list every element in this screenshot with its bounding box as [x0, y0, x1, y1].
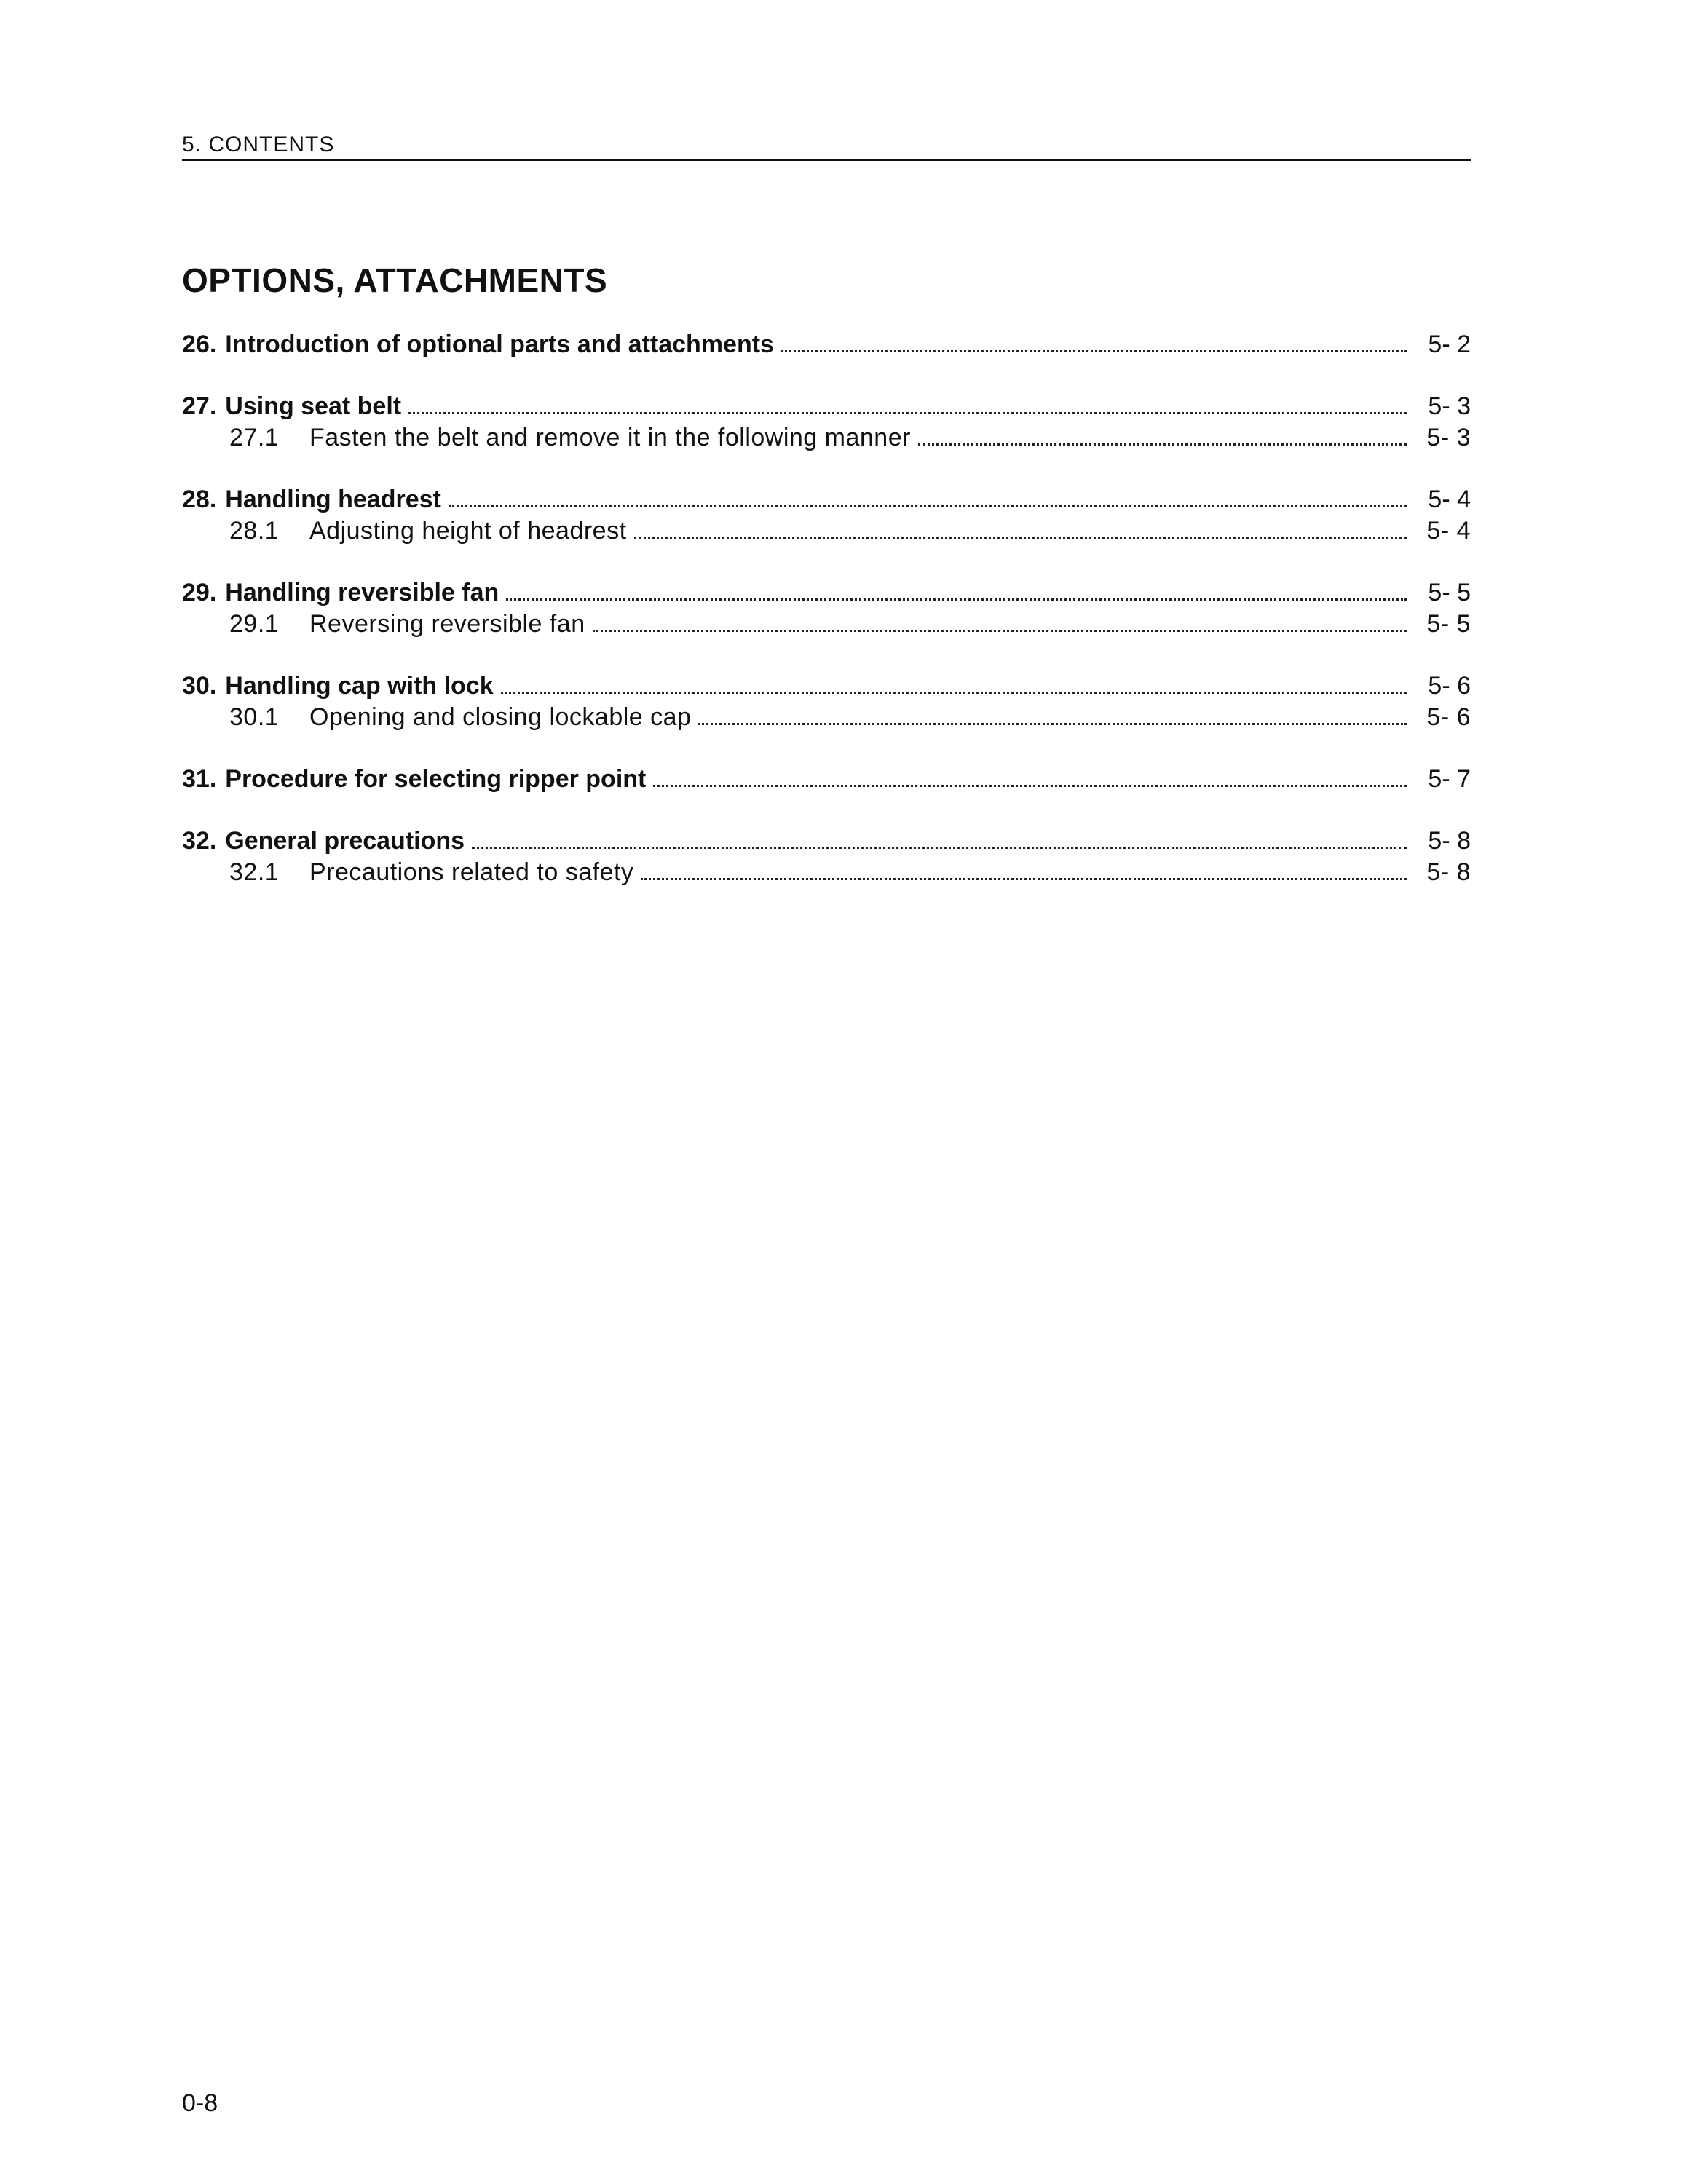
- table-of-contents: [182, 329, 1471, 919]
- section-title: OPTIONS, ATTACHMENTS: [182, 261, 608, 299]
- toc-entry-number: 31.: [182, 765, 217, 793]
- dot-leader: [501, 692, 1407, 694]
- toc-page-ref: 5- 6: [1428, 672, 1471, 700]
- toc-subentry-number: 27.1: [229, 424, 280, 451]
- toc-page-ref: 5- 7: [1428, 765, 1471, 793]
- toc-subentry-title: Reversing reversible fan: [309, 610, 585, 638]
- toc-entry-title: Procedure for selecting ripper point: [225, 765, 647, 793]
- toc-entry: [182, 826, 1471, 857]
- dot-leader: [593, 630, 1407, 632]
- dot-leader: [698, 723, 1407, 725]
- toc-page-ref: 5- 4: [1428, 486, 1471, 513]
- toc-page-ref: 5- 8: [1426, 858, 1471, 886]
- toc-subentry: [182, 702, 1471, 733]
- toc-subentry-number: 28.1: [229, 517, 280, 545]
- dot-leader: [653, 785, 1407, 787]
- toc-subentry-number: 32.1: [229, 858, 280, 886]
- toc-page-ref: 5- 6: [1426, 703, 1471, 731]
- toc-entry-number: 28.: [182, 486, 217, 513]
- toc-group: [182, 826, 1471, 888]
- toc-entry-title: Handling headrest: [225, 486, 441, 513]
- toc-entry: [182, 764, 1471, 795]
- dot-leader: [472, 847, 1407, 849]
- toc-entry: [182, 484, 1471, 515]
- toc-subentry-title: Adjusting height of headrest: [309, 517, 627, 545]
- toc-entry-title: Handling reversible fan: [225, 579, 499, 606]
- toc-entry-number: 26.: [182, 331, 217, 358]
- toc-group: [182, 391, 1471, 454]
- toc-entry-number: 30.: [182, 672, 217, 700]
- toc-entry-number: 29.: [182, 579, 217, 606]
- toc-entry-title: Introduction of optional parts and attachments: [225, 331, 774, 358]
- page-header: [182, 130, 1471, 161]
- toc-subentry-title: Opening and closing lockable cap: [309, 703, 692, 731]
- dot-leader: [918, 443, 1407, 446]
- toc-entry: [182, 577, 1471, 609]
- toc-subentry-title: Precautions related to safety: [309, 858, 634, 886]
- toc-entry-title: Handling cap with lock: [225, 672, 494, 700]
- toc-page-ref: 5- 3: [1428, 392, 1471, 420]
- toc-page-ref: 5- 5: [1426, 610, 1471, 638]
- dot-leader: [634, 537, 1407, 539]
- toc-subentry: [182, 515, 1471, 547]
- toc-group: [182, 764, 1471, 795]
- toc-entry-number: 27.: [182, 392, 217, 420]
- toc-page-ref: 5- 4: [1426, 517, 1471, 545]
- toc-page-ref: 5- 8: [1428, 827, 1471, 855]
- toc-entry: [182, 329, 1471, 360]
- toc-subentry: [182, 422, 1471, 454]
- toc-subentry: [182, 857, 1471, 888]
- toc-page-ref: 5- 5: [1428, 579, 1471, 606]
- toc-entry-title: Using seat belt: [225, 392, 402, 420]
- toc-page-ref: 5- 3: [1426, 424, 1471, 451]
- toc-group: [182, 329, 1471, 360]
- toc-entry-number: 32.: [182, 827, 217, 855]
- toc-group: [182, 670, 1471, 733]
- toc-subentry-title: Fasten the belt and remove it in the following manner: [309, 424, 911, 451]
- toc-entry: [182, 391, 1471, 422]
- toc-page-ref: 5- 2: [1428, 331, 1471, 358]
- dot-leader: [781, 350, 1407, 352]
- dot-leader: [408, 412, 1407, 414]
- page-number: 0-8: [182, 2089, 218, 2117]
- header-text: 5. CONTENTS: [182, 132, 335, 157]
- toc-entry: [182, 670, 1471, 702]
- toc-entry-title: General precautions: [225, 827, 465, 855]
- dot-leader: [506, 598, 1407, 601]
- dot-leader: [449, 505, 1407, 507]
- toc-group: [182, 484, 1471, 547]
- dot-leader: [641, 878, 1407, 880]
- toc-subentry-number: 30.1: [229, 703, 280, 731]
- toc-group: [182, 577, 1471, 640]
- toc-subentry-number: 29.1: [229, 610, 280, 638]
- toc-subentry: [182, 609, 1471, 640]
